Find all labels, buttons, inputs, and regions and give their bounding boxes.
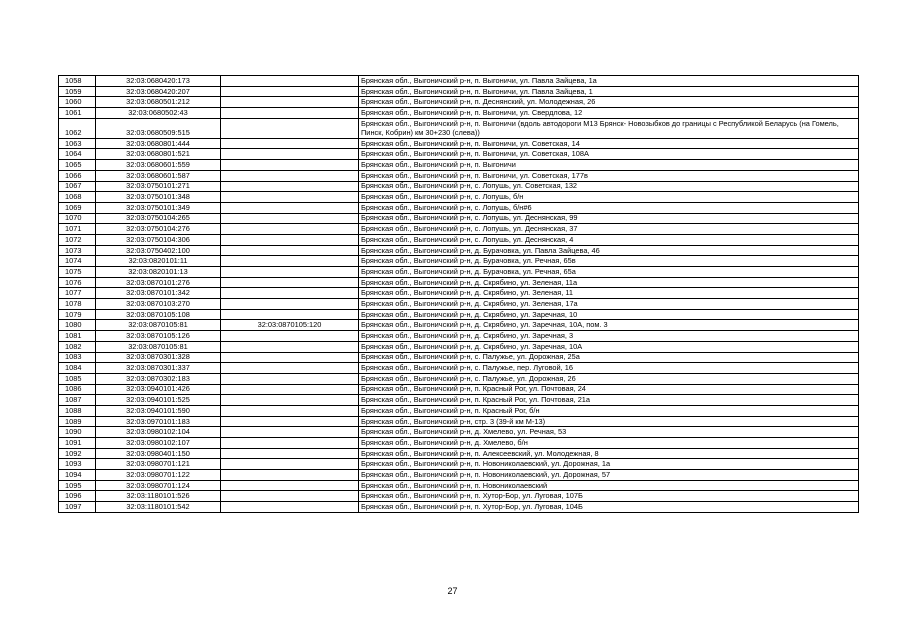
sub-cadastral-number-cell bbox=[221, 438, 359, 449]
sub-cadastral-number-cell bbox=[221, 149, 359, 160]
table-row bbox=[59, 256, 859, 267]
table-row bbox=[59, 320, 859, 331]
row-number-cell: 1069 bbox=[59, 202, 96, 213]
row-number-cell: 1070 bbox=[59, 213, 96, 224]
address-cell: Брянская обл., Выгоничский р-н, д. Скрябино, ул. Заречная, 10 bbox=[359, 309, 859, 320]
cadastral-number-cell: 32:03:0980701:124 bbox=[96, 480, 221, 491]
cadastral-number-cell: 32:03:0970101:183 bbox=[96, 416, 221, 427]
table-row bbox=[59, 438, 859, 449]
sub-cadastral-number-cell bbox=[221, 459, 359, 470]
address-cell: Брянская обл., Выгоничский р-н, п. Выгоничи, ул. Советская, 177в bbox=[359, 170, 859, 181]
row-number-cell: 1073 bbox=[59, 245, 96, 256]
sub-cadastral-number-cell bbox=[221, 502, 359, 513]
table-row bbox=[59, 170, 859, 181]
row-number-cell: 1097 bbox=[59, 502, 96, 513]
address-cell: Брянская обл., Выгоничский р-н, п. Деснянский, ул. Молодежная, 26 bbox=[359, 97, 859, 108]
table-row bbox=[59, 448, 859, 459]
address-cell: Брянская обл., Выгоничский р-н, д. Бурачовка, ул. Речная, 65в bbox=[359, 256, 859, 267]
row-number-cell: 1085 bbox=[59, 373, 96, 384]
cadastral-number-cell: 32:03:0980401:150 bbox=[96, 448, 221, 459]
table-row bbox=[59, 160, 859, 171]
table-row bbox=[59, 309, 859, 320]
sub-cadastral-number-cell bbox=[221, 352, 359, 363]
address-cell: Брянская обл., Выгоничский р-н, д. Бурачовка, ул. Павла Зайцева, 46 bbox=[359, 245, 859, 256]
sub-cadastral-number-cell bbox=[221, 331, 359, 342]
cadastral-number-cell: 32:03:0750104:276 bbox=[96, 224, 221, 235]
cadastral-number-cell: 32:03:0680509:515 bbox=[96, 118, 221, 138]
address-cell: Брянская обл., Выгоничский р-н, д. Скрябино, ул. Зеленая, 17а bbox=[359, 299, 859, 310]
table-row bbox=[59, 416, 859, 427]
sub-cadastral-number-cell bbox=[221, 202, 359, 213]
sub-cadastral-number-cell: 32:03:0870105:120 bbox=[221, 320, 359, 331]
table-row bbox=[59, 234, 859, 245]
sub-cadastral-number-cell bbox=[221, 288, 359, 299]
table-row bbox=[59, 149, 859, 160]
cadastral-number-cell: 32:03:0680801:444 bbox=[96, 138, 221, 149]
row-number-cell: 1094 bbox=[59, 470, 96, 481]
address-cell: Брянская обл., Выгоничский р-н, п. Красный Рог, б/н bbox=[359, 405, 859, 416]
address-cell: Брянская обл., Выгоничский р-н, с. Лопушь, ул. Деснянская, 99 bbox=[359, 213, 859, 224]
address-cell: Брянская обл., Выгоничский р-н, д. Хмелево, б/н bbox=[359, 438, 859, 449]
cadastral-number-cell: 32:03:0870101:342 bbox=[96, 288, 221, 299]
sub-cadastral-number-cell bbox=[221, 170, 359, 181]
sub-cadastral-number-cell bbox=[221, 405, 359, 416]
row-number-cell: 1089 bbox=[59, 416, 96, 427]
table-row bbox=[59, 341, 859, 352]
cadastral-number-cell: 32:03:0870302:183 bbox=[96, 373, 221, 384]
sub-cadastral-number-cell bbox=[221, 224, 359, 235]
cadastral-number-cell: 32:03:1180101:542 bbox=[96, 502, 221, 513]
table-row bbox=[59, 138, 859, 149]
address-cell: Брянская обл., Выгоничский р-н, д. Хмелево, ул. Речная, 53 bbox=[359, 427, 859, 438]
sub-cadastral-number-cell bbox=[221, 384, 359, 395]
sub-cadastral-number-cell bbox=[221, 138, 359, 149]
address-cell: Брянская обл., Выгоничский р-н, п. Хутор-Бор, ул. Луговая, 107Б bbox=[359, 491, 859, 502]
cadastral-number-cell: 32:03:0680502:43 bbox=[96, 108, 221, 119]
row-number-cell: 1081 bbox=[59, 331, 96, 342]
row-number-cell: 1077 bbox=[59, 288, 96, 299]
address-cell: Брянская обл., Выгоничский р-н, п. Новониколаевский, ул. Дорожная, 57 bbox=[359, 470, 859, 481]
address-cell: Брянская обл., Выгоничский р-н, д. Скрябино, ул. Заречная, 10А bbox=[359, 341, 859, 352]
sub-cadastral-number-cell bbox=[221, 97, 359, 108]
cadastral-number-cell: 32:03:0870103:270 bbox=[96, 299, 221, 310]
address-cell: Брянская обл., Выгоничский р-н, п. Выгоничи (вдоль автодороги М13 Брянск- Новозыбков до границы с Республикой Беларусь (на Гомель, Пинск, Кобрин) км 30+230 (слева)) bbox=[359, 118, 859, 138]
row-number-cell: 1072 bbox=[59, 234, 96, 245]
table-row bbox=[59, 86, 859, 97]
sub-cadastral-number-cell bbox=[221, 416, 359, 427]
row-number-cell: 1093 bbox=[59, 459, 96, 470]
row-number-cell: 1086 bbox=[59, 384, 96, 395]
registry-table-body bbox=[59, 76, 859, 513]
sub-cadastral-number-cell bbox=[221, 192, 359, 203]
table-row bbox=[59, 181, 859, 192]
cadastral-number-cell: 32:03:0680601:559 bbox=[96, 160, 221, 171]
row-number-cell: 1084 bbox=[59, 363, 96, 374]
address-cell: Брянская обл., Выгоничский р-н, п. Выгоничи bbox=[359, 160, 859, 171]
sub-cadastral-number-cell bbox=[221, 373, 359, 384]
cadastral-number-cell: 32:03:0750101:271 bbox=[96, 181, 221, 192]
table-row bbox=[59, 288, 859, 299]
sub-cadastral-number-cell bbox=[221, 234, 359, 245]
cadastral-number-cell: 32:03:0750101:348 bbox=[96, 192, 221, 203]
row-number-cell: 1091 bbox=[59, 438, 96, 449]
row-number-cell: 1096 bbox=[59, 491, 96, 502]
address-cell: Брянская обл., Выгоничский р-н, д. Скрябино, ул. Заречная, 3 bbox=[359, 331, 859, 342]
cadastral-number-cell: 32:03:0980102:104 bbox=[96, 427, 221, 438]
row-number-cell: 1076 bbox=[59, 277, 96, 288]
sub-cadastral-number-cell bbox=[221, 118, 359, 138]
table-row bbox=[59, 480, 859, 491]
table-row bbox=[59, 245, 859, 256]
table-row bbox=[59, 459, 859, 470]
sub-cadastral-number-cell bbox=[221, 427, 359, 438]
sub-cadastral-number-cell bbox=[221, 277, 359, 288]
row-number-cell: 1078 bbox=[59, 299, 96, 310]
row-number-cell: 1090 bbox=[59, 427, 96, 438]
cadastral-number-cell: 32:03:0980701:122 bbox=[96, 470, 221, 481]
table-row bbox=[59, 384, 859, 395]
table-row bbox=[59, 277, 859, 288]
row-number-cell: 1067 bbox=[59, 181, 96, 192]
sub-cadastral-number-cell bbox=[221, 480, 359, 491]
table-row bbox=[59, 299, 859, 310]
row-number-cell: 1060 bbox=[59, 97, 96, 108]
row-number-cell: 1065 bbox=[59, 160, 96, 171]
cadastral-number-cell: 32:03:0680801:521 bbox=[96, 149, 221, 160]
sub-cadastral-number-cell bbox=[221, 256, 359, 267]
cadastral-number-cell: 32:03:0870105:108 bbox=[96, 309, 221, 320]
cadastral-number-cell: 32:03:0940101:525 bbox=[96, 395, 221, 406]
row-number-cell: 1068 bbox=[59, 192, 96, 203]
sub-cadastral-number-cell bbox=[221, 363, 359, 374]
cadastral-number-cell: 32:03:1180101:526 bbox=[96, 491, 221, 502]
address-cell: Брянская обл., Выгоничский р-н, с. Лопушь, б/н bbox=[359, 192, 859, 203]
row-number-cell: 1066 bbox=[59, 170, 96, 181]
row-number-cell: 1062 bbox=[59, 118, 96, 138]
sub-cadastral-number-cell bbox=[221, 341, 359, 352]
table-row bbox=[59, 427, 859, 438]
address-cell: Брянская обл., Выгоничский р-н, с. Лопушь, б/н#6 bbox=[359, 202, 859, 213]
row-number-cell: 1074 bbox=[59, 256, 96, 267]
row-number-cell: 1080 bbox=[59, 320, 96, 331]
row-number-cell: 1095 bbox=[59, 480, 96, 491]
address-cell: Брянская обл., Выгоничский р-н, с. Палужье, ул. Дорожная, 25а bbox=[359, 352, 859, 363]
cadastral-number-cell: 32:03:0820101:11 bbox=[96, 256, 221, 267]
sub-cadastral-number-cell bbox=[221, 491, 359, 502]
cadastral-number-cell: 32:03:0820101:13 bbox=[96, 267, 221, 278]
table-row bbox=[59, 405, 859, 416]
row-number-cell: 1082 bbox=[59, 341, 96, 352]
cadastral-number-cell: 32:03:0870105:126 bbox=[96, 331, 221, 342]
table-row bbox=[59, 352, 859, 363]
sub-cadastral-number-cell bbox=[221, 448, 359, 459]
table-row bbox=[59, 118, 859, 138]
address-cell: Брянская обл., Выгоничский р-н, п. Выгоничи, ул. Советская, 108А bbox=[359, 149, 859, 160]
sub-cadastral-number-cell bbox=[221, 213, 359, 224]
address-cell: Брянская обл., Выгоничский р-н, с. Лопушь, ул. Советская, 132 bbox=[359, 181, 859, 192]
cadastral-number-cell: 32:03:0680501:212 bbox=[96, 97, 221, 108]
cadastral-number-cell: 32:03:0940101:590 bbox=[96, 405, 221, 416]
address-cell: Брянская обл., Выгоничский р-н, д. Бурачовка, ул. Речная, 65а bbox=[359, 267, 859, 278]
row-number-cell: 1087 bbox=[59, 395, 96, 406]
row-number-cell: 1058 bbox=[59, 76, 96, 87]
address-cell: Брянская обл., Выгоничский р-н, п. Новониколаевский bbox=[359, 480, 859, 491]
table-row bbox=[59, 373, 859, 384]
cadastral-number-cell: 32:03:0870301:328 bbox=[96, 352, 221, 363]
cadastral-number-cell: 32:03:0750402:100 bbox=[96, 245, 221, 256]
address-cell: Брянская обл., Выгоничский р-н, п. Выгоничи, ул. Советская, 14 bbox=[359, 138, 859, 149]
sub-cadastral-number-cell bbox=[221, 470, 359, 481]
property-registry-table bbox=[58, 75, 859, 513]
cadastral-number-cell: 32:03:0870301:337 bbox=[96, 363, 221, 374]
table-row bbox=[59, 76, 859, 87]
address-cell: Брянская обл., Выгоничский р-н, п. Выгоничи, ул. Свердлова, 12 bbox=[359, 108, 859, 119]
address-cell: Брянская обл., Выгоничский р-н, п. Красный Рог, ул. Почтовая, 21а bbox=[359, 395, 859, 406]
cadastral-number-cell: 32:03:0980701:121 bbox=[96, 459, 221, 470]
row-number-cell: 1061 bbox=[59, 108, 96, 119]
table-row bbox=[59, 363, 859, 374]
row-number-cell: 1075 bbox=[59, 267, 96, 278]
cadastral-number-cell: 32:03:0680601:587 bbox=[96, 170, 221, 181]
cadastral-number-cell: 32:03:0870101:276 bbox=[96, 277, 221, 288]
row-number-cell: 1092 bbox=[59, 448, 96, 459]
address-cell: Брянская обл., Выгоничский р-н, п. Хутор-Бор, ул. Луговая, 104Б bbox=[359, 502, 859, 513]
address-cell: Брянская обл., Выгоничский р-н, п. Выгоничи, ул. Павла Зайцева, 1 bbox=[359, 86, 859, 97]
address-cell: Брянская обл., Выгоничский р-н, д. Скрябино, ул. Заречная, 10А, пом. 3 bbox=[359, 320, 859, 331]
table-row bbox=[59, 224, 859, 235]
row-number-cell: 1063 bbox=[59, 138, 96, 149]
sub-cadastral-number-cell bbox=[221, 245, 359, 256]
page-number: 27 bbox=[447, 586, 458, 596]
table-row bbox=[59, 395, 859, 406]
address-cell: Брянская обл., Выгоничский р-н, с. Лопушь, ул. Деснянская, 37 bbox=[359, 224, 859, 235]
table-row bbox=[59, 491, 859, 502]
table-row bbox=[59, 331, 859, 342]
table-row bbox=[59, 502, 859, 513]
table-row bbox=[59, 108, 859, 119]
row-number-cell: 1064 bbox=[59, 149, 96, 160]
address-cell: Брянская обл., Выгоничский р-н, д. Скрябино, ул. Зеленая, 11 bbox=[359, 288, 859, 299]
address-cell: Брянская обл., Выгоничский р-н, с. Палужье, ул. Дорожная, 26 bbox=[359, 373, 859, 384]
cadastral-number-cell: 32:03:0870105:81 bbox=[96, 320, 221, 331]
cadastral-number-cell: 32:03:0750104:306 bbox=[96, 234, 221, 245]
sub-cadastral-number-cell bbox=[221, 395, 359, 406]
address-cell: Брянская обл., Выгоничский р-н, с. Лопушь, ул. Деснянская, 4 bbox=[359, 234, 859, 245]
sub-cadastral-number-cell bbox=[221, 76, 359, 87]
row-number-cell: 1088 bbox=[59, 405, 96, 416]
address-cell: Брянская обл., Выгоничский р-н, д. Скрябино, ул. Зеленая, 11а bbox=[359, 277, 859, 288]
table-row bbox=[59, 470, 859, 481]
sub-cadastral-number-cell bbox=[221, 86, 359, 97]
address-cell: Брянская обл., Выгоничский р-н, п. Выгоничи, ул. Павла Зайцева, 1а bbox=[359, 76, 859, 87]
sub-cadastral-number-cell bbox=[221, 309, 359, 320]
sub-cadastral-number-cell bbox=[221, 267, 359, 278]
row-number-cell: 1079 bbox=[59, 309, 96, 320]
cadastral-number-cell: 32:03:0680420:207 bbox=[96, 86, 221, 97]
row-number-cell: 1071 bbox=[59, 224, 96, 235]
sub-cadastral-number-cell bbox=[221, 299, 359, 310]
address-cell: Брянская обл., Выгоничский р-н, п. Алексеевский, ул. Молодежная, 8 bbox=[359, 448, 859, 459]
table-row bbox=[59, 267, 859, 278]
cadastral-number-cell: 32:03:0870105:81 bbox=[96, 341, 221, 352]
table-row bbox=[59, 202, 859, 213]
address-cell: Брянская обл., Выгоничский р-н, п. Красный Рог, ул. Почтовая, 24 bbox=[359, 384, 859, 395]
row-number-cell: 1083 bbox=[59, 352, 96, 363]
sub-cadastral-number-cell bbox=[221, 108, 359, 119]
cadastral-number-cell: 32:03:0940101:426 bbox=[96, 384, 221, 395]
table-row bbox=[59, 213, 859, 224]
cadastral-number-cell: 32:03:0750101:349 bbox=[96, 202, 221, 213]
table-row bbox=[59, 97, 859, 108]
cadastral-number-cell: 32:03:0980102:107 bbox=[96, 438, 221, 449]
address-cell: Брянская обл., Выгоничский р-н, п. Новоникол​аевский, ул. Дорожная, 1а bbox=[359, 459, 859, 470]
sub-cadastral-number-cell bbox=[221, 160, 359, 171]
sub-cadastral-number-cell bbox=[221, 181, 359, 192]
address-cell: Брянская обл., Выгоничский р-н, с. Палужье, пер. Луговой, 16 bbox=[359, 363, 859, 374]
row-number-cell: 1059 bbox=[59, 86, 96, 97]
cadastral-number-cell: 32:03:0680420:173 bbox=[96, 76, 221, 87]
address-cell: Брянская обл., Выгоничский р-н, стр. 3 (39-й км М-13) bbox=[359, 416, 859, 427]
table-row bbox=[59, 192, 859, 203]
cadastral-number-cell: 32:03:0750104:265 bbox=[96, 213, 221, 224]
